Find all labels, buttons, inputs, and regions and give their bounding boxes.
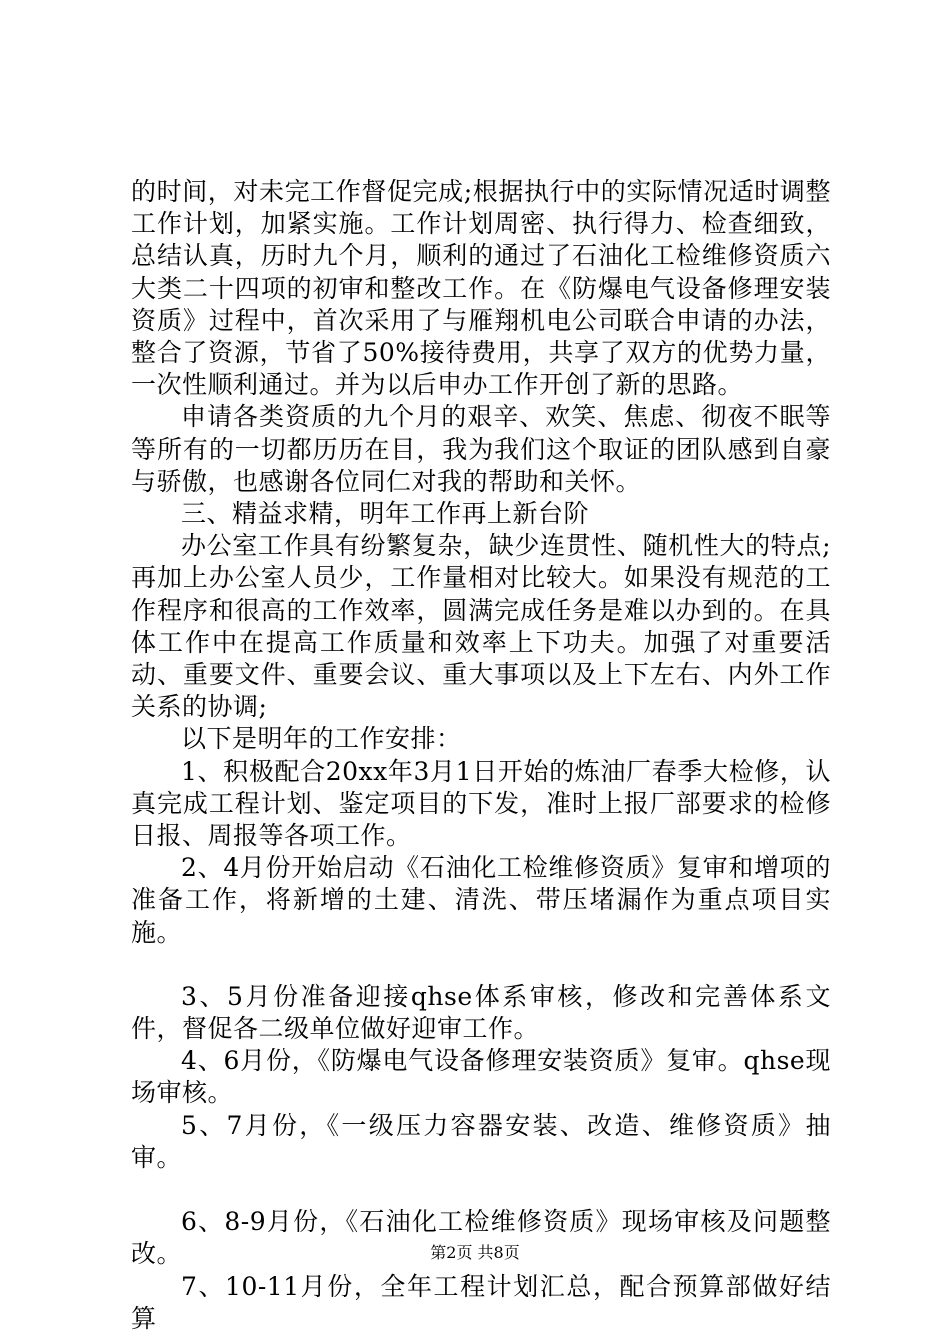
paragraph-office-work: 办公室工作具有纷繁复杂，缺少连贯性、随机性大的特点;再加上办公室人员少，工作量相对比较大。如果没有规范的工作程序和很高的工作效率，圆满完成任务是难以办到的。在具体工作中在提高工作质量和效率上下功夫。加强了对重要活动、重要文件、重要会议、重大事项以及上下左右、内外工作关系的协调; (131, 531, 831, 722)
plan-item-6: 6、8-9月份，《石油化工检维修资质》现场审核及问题整改。 (131, 1207, 831, 1269)
paragraph-plan-intro: 以下是明年的工作安排： (181, 724, 462, 754)
plan-item-5: 5、7月份，《一级压力容器安装、改造、维修资质》抽审。 (131, 1110, 831, 1172)
plan-item-7: 7、10-11月份，全年工程计划汇总，配合预算部做好结算 (131, 1271, 831, 1333)
page-number: 第2页 共8页 (430, 1243, 520, 1262)
paragraph-continuation: 的时间，对未完工作督促完成;根据执行中的实际情况适时调整工作计划，加紧实施。工作计划周密、执行得力、检查细致，总结认真，历时九个月，顺利的通过了石油化工检维修资质六大类二十四项的初审和整改工作。在《防爆电气设备修理安装资质》过程中，首次采用了与雁翔机电公司联合申请的办法，整合了资源，节省了50%接待费用，共享了双方的优势力量，一次性顺利通过。并为以后申办工作开创了新的思路。 (131, 177, 831, 400)
paragraph-reflection: 申请各类资质的九个月的艰辛、欢笑、焦虑、彻夜不眠等等所有的一切都历历在目，我为我们这个取证的团队感到自豪与骄傲，也感谢各位同仁对我的帮助和关怀。 (131, 402, 831, 496)
plan-item-1: 1、积极配合20xx年3月1日开始的炼油厂春季大检修，认真完成工程计划、鉴定项目的下发，准时上报厂部要求的检修日报、周报等各项工作。 (131, 756, 831, 851)
plan-item-4: 4、6月份，《防爆电气设备修理安装资质》复审。qhse现场审核。 (131, 1046, 831, 1108)
plan-item-3: 3、5月份准备迎接qhse体系审核，修改和完善体系文件，督促各二级单位做好迎审工作。 (131, 981, 831, 1044)
document-body (131, 176, 831, 1335)
page-footer (0, 1242, 950, 1264)
plan-item-2: 2、4月份开始启动《石油化工检维修资质》复审和增项的准备工作，将新增的土建、清洗、带压堵漏作为重点项目实施。 (131, 853, 831, 947)
section-heading: 三、精益求精，明年工作再上新台阶 (181, 499, 590, 529)
